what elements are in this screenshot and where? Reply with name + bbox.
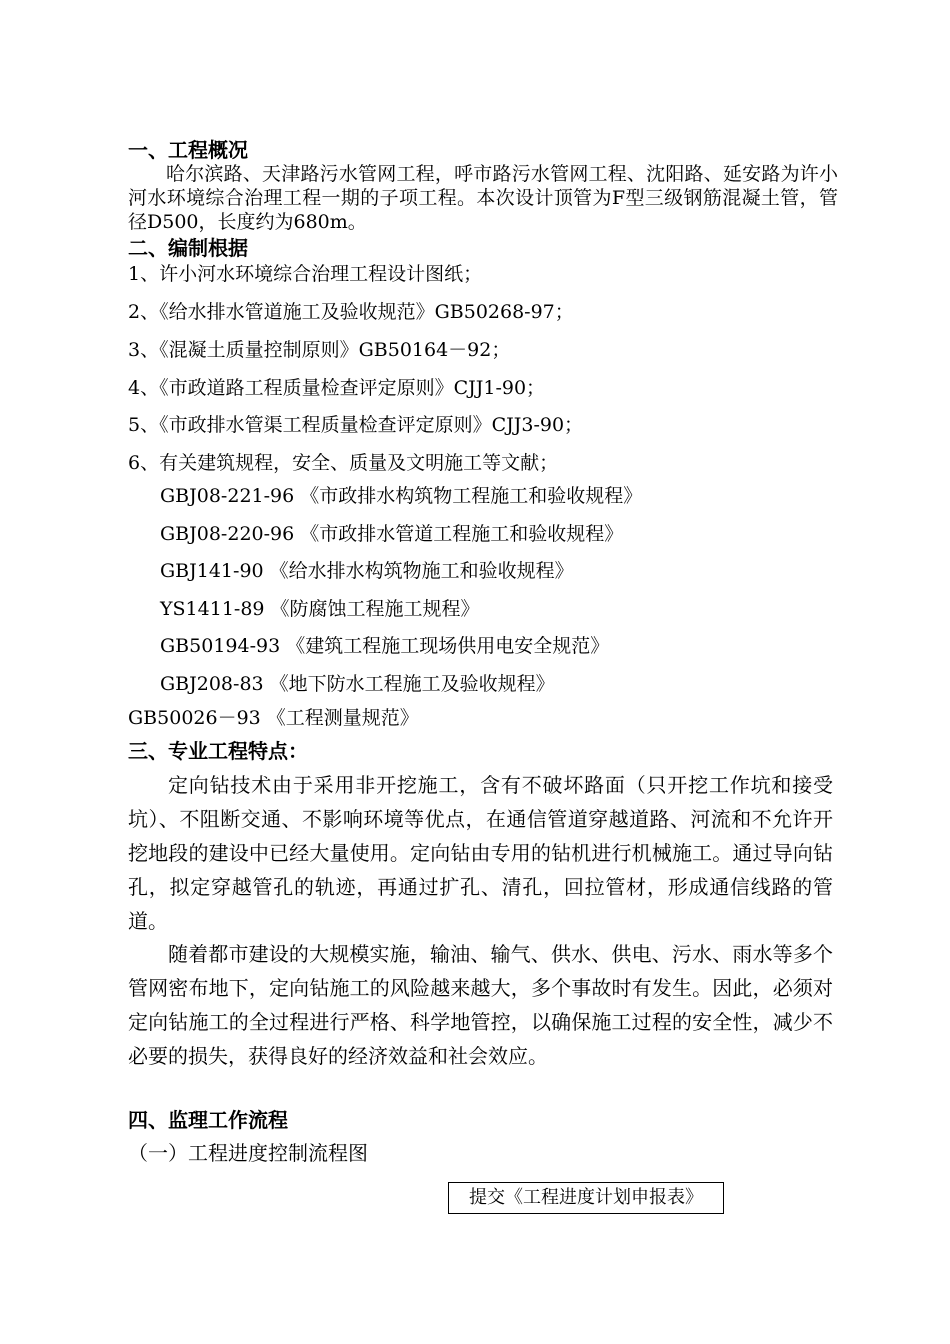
standard-item-5: GB50194-93 《建筑工程施工现场供用电安全规范》	[160, 635, 610, 657]
progress-flow-subtitle: （一）工程进度控制流程图	[128, 1141, 368, 1165]
standard-item-3: GBJ141-90 《给水排水构筑物施工和验收规程》	[160, 560, 574, 582]
flow-box-submit-plan: 提交《工程进度计划申报表》	[448, 1182, 724, 1214]
standard-item-1: GBJ08-221-96 《市政排水构筑物工程施工和验收规程》	[160, 485, 643, 507]
standard-item-6: GBJ208-83 《地下防水工程施工及验收规程》	[160, 673, 555, 695]
section-1-heading: 一、工程概况	[128, 138, 248, 162]
section-1-body	[128, 162, 838, 234]
basis-item-2: 2、《给水排水管道施工及验收规范》GB50268-97；	[128, 301, 574, 323]
basis-item-3: 3、《混凝土质量控制原则》GB50164－92；	[128, 339, 511, 361]
basis-item-4: 4、《市政道路工程质量检查评定原则》CJJ1-90；	[128, 377, 546, 399]
features-paragraph-1: 定向钻技术由于采用非开挖施工，含有不破坏路面（只开挖工作坑和接受坑）、不阻断交通、不影响环境等优点，在通信管道穿越道路、河流和不允许开挖地段的建设中已经大量使用。定向钻由专用的钻机进行机械施工。通过导向钻孔，拟定穿越管孔的轨迹，再通过扩孔、清孔，回拉管材，形成通信线路的管道。	[128, 773, 833, 933]
section-4-heading: 四、监理工作流程	[128, 1108, 288, 1132]
features-paragraph-2: 随着都市建设的大规模实施，输油、输气、供水、供电、污水、雨水等多个管网密布地下，定向钻施工的风险越来越大，多个事故时有发生。因此，必须对定向钻施工的全过程进行严格、科学地管控，以确保施工过程的安全性，减少不必要的损失，获得良好的经济效益和社会效应。	[128, 942, 833, 1068]
section-2-heading: 二、编制根据	[128, 236, 248, 260]
overview-paragraph: 哈尔滨路、天津路污水管网工程，呼市路污水管网工程、沈阳路、延安路为许小河水环境综合治理工程一期的子项工程。本次设计顶管为F型三级钢筋混凝土管，管径D500，长度约为680m。	[128, 163, 838, 233]
standard-item-7: GB50026－93 《工程测量规范》	[128, 707, 419, 729]
standard-item-4: YS1411-89 《防腐蚀工程施工规程》	[160, 598, 480, 620]
basis-item-1: 1、许小河水环境综合治理工程设计图纸；	[128, 263, 483, 285]
section-3-heading: 三、专业工程特点：	[128, 739, 308, 763]
standard-item-2: GBJ08-220-96 《市政排水管道工程施工和验收规程》	[160, 523, 624, 545]
basis-item-6: 6、有关建筑规程，安全、质量及文明施工等文献；	[128, 452, 559, 474]
basis-item-5: 5、《市政排水管渠工程质量检查评定原则》CJJ3-90；	[128, 414, 584, 436]
